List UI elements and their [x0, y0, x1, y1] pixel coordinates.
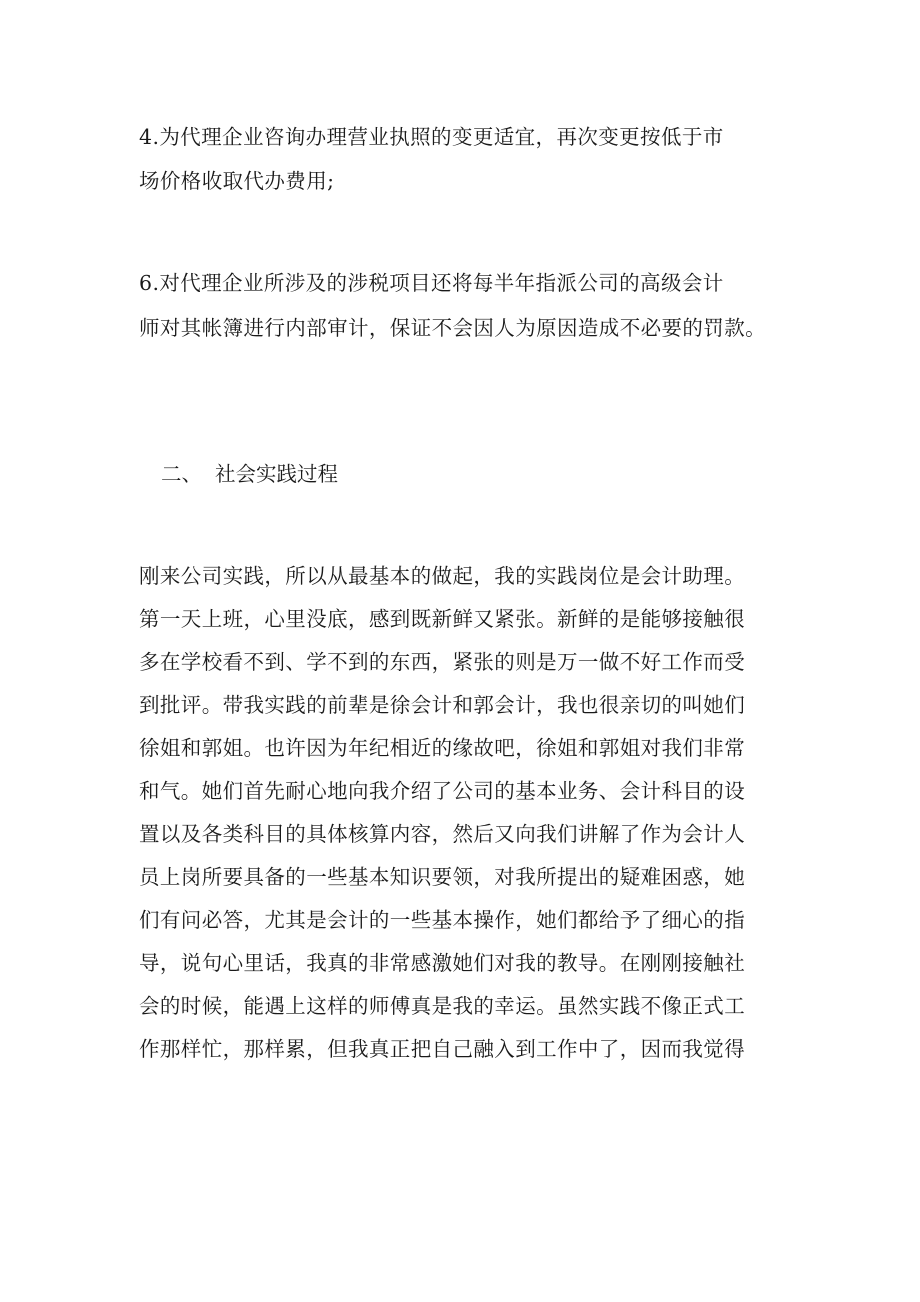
section-title: 社会实践过程: [215, 462, 338, 486]
paragraph-line: 到批评。带我实践的前辈是徐会计和郭会计，我也很亲切的叫她们: [139, 693, 746, 717]
item-4-line-1: 4.为代理企业咨询办理营业执照的变更适宜，再次变更按低于市: [139, 125, 724, 149]
paragraph-line: 和气。她们首先耐心地向我介绍了公司的基本业务、会计科目的设: [139, 779, 746, 803]
paragraph-line: 员上岗所要具备的一些基本知识要领，对我所提出的疑难困惑，她: [139, 865, 746, 889]
paragraph-line: 多在学校看不到、学不到的东西，紧张的则是万一做不好工作而受: [139, 650, 746, 674]
paragraph-line: 会的时候，能遇上这样的师傅真是我的幸运。虽然实践不像正式工: [139, 994, 746, 1018]
paragraph-line: 徐姐和郭姐。也许因为年纪相近的缘故吧，徐姐和郭姐对我们非常: [139, 736, 746, 760]
paragraph-line: 刚来公司实践，所以从最基本的做起，我的实践岗位是会计助理。: [139, 564, 746, 588]
paragraph-line: 作那样忙，那样累，但我真正把自己融入到工作中了，因而我觉得: [139, 1037, 746, 1061]
paragraph-line: 第一天上班，心里没底，感到既新鲜又紧张。新鲜的是能够接触很: [139, 607, 746, 631]
paragraph-line: 置以及各类科目的具体核算内容，然后又向我们讲解了作为会计人: [139, 822, 746, 846]
item-6-line-1: 6.对代理企业所涉及的涉税项目还将每半年指派公司的高级会计: [139, 271, 724, 295]
item-6-line-2: 师对其帐簿进行内部审计，保证不会因人为原因造成不必要的罚款。: [139, 316, 766, 340]
item-4-line-2: 场价格收取代办费用;: [139, 169, 335, 193]
section-heading: [161, 459, 338, 489]
paragraph-line: 们有问必答，尤其是会计的一些基本操作，她们都给予了细心的指: [139, 908, 746, 932]
section-number: 二、: [161, 462, 202, 486]
paragraph-line: 导，说句心里话，我真的非常感激她们对我的教导。在刚刚接触社: [139, 951, 746, 975]
